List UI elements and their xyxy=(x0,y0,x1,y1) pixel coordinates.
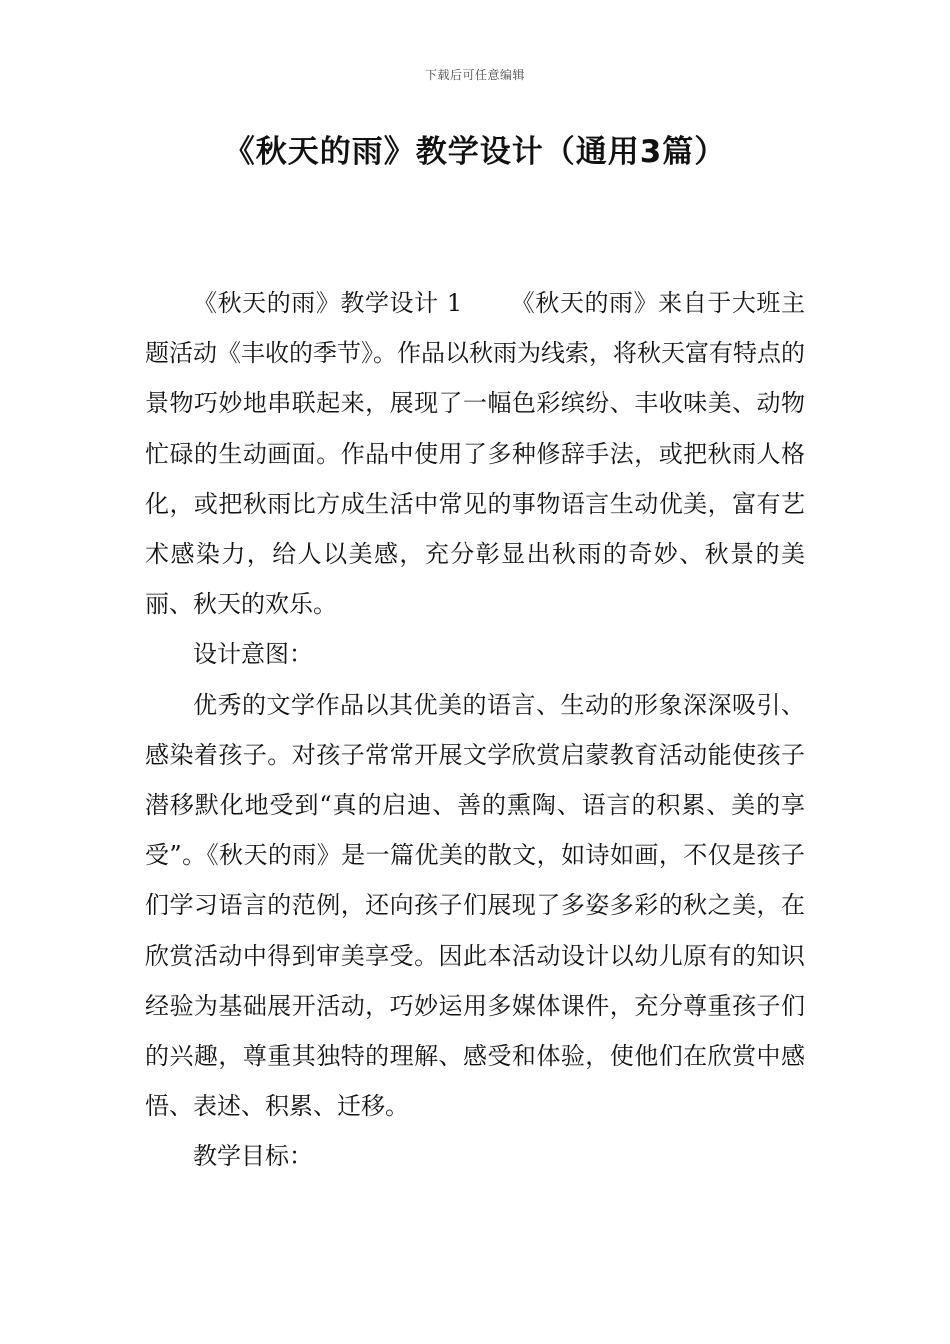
paragraph-intro xyxy=(145,278,805,629)
section-heading-design-intent: 设计意图： xyxy=(193,640,313,669)
section-heading-teaching-goals: 教学目标： xyxy=(193,1142,313,1171)
header-note: 下载后可任意编辑 xyxy=(424,68,525,82)
section-heading-design-1: 《秋天的雨》教学设计 1 xyxy=(193,289,463,317)
document-title: 《秋天的雨》教学设计（通用3篇） xyxy=(223,134,727,170)
paragraph-intro-text: 《秋天的雨》来自于大班主题活动《丰收的季节》。作品以秋雨为线索，将秋天富有特点的景物巧妙地串联起来，展现了一幅色彩缤纷、丰收味美、动物忙碌的生动画面。作品中使用了多种修辞手法，或把秋雨人格化，或把秋雨比方成生活中常见的事物语言生动优美，富有艺术感染力，给人以美感，充分彰显出秋雨的奇妙、秋景的美丽、秋天的欢乐。 xyxy=(145,289,806,619)
document-body xyxy=(145,278,805,1182)
paragraph-design-intent: 优秀的文学作品以其优美的语言、生动的形象深深吸引、感染着孩子。对孩子常常开展文学欣赏启蒙教育活动能使孩子潜移默化地受到“真的启迪、善的熏陶、语言的积累、美的享受”。《秋天的雨》是一篇优美的散文，如诗如画，不仅是孩子们学习语言的范例，还向孩子们展现了多姿多彩的秋之美，在欣赏活动中得到审美享受。因此本活动设计以幼儿原有的知识经验为基础展开活动，巧妙运用多媒体课件，充分尊重孩子们的兴趣，尊重其独特的理解、感受和体验，使他们在欣赏中感悟、表述、积累、迁移。 xyxy=(145,690,805,1121)
